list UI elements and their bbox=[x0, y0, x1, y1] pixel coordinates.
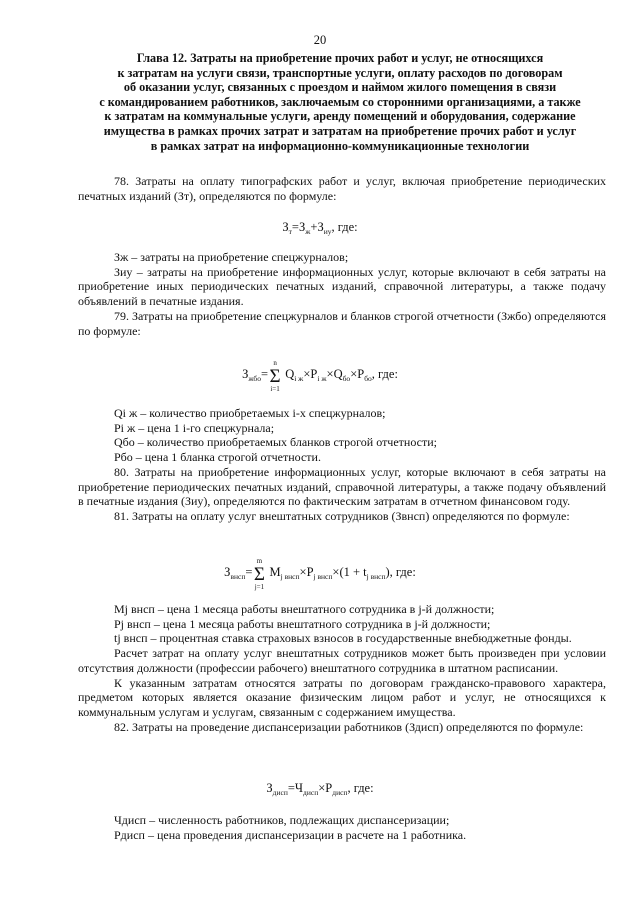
formula-81: $З_{внсп}=$ m Σ j=1 $M_{j внсп}\times P_{j внсп}\times(1 + t_{j внсп})$, где: bbox=[224, 557, 416, 591]
heading-line: имущества в рамках прочих затрат и затратам на приобретение прочих работ и услуг bbox=[103, 123, 577, 138]
sum-symbol: m Σ j=1 bbox=[253, 557, 265, 591]
paragraph-78: 78. Затраты на оплату типографских работ и услуг, включая приобретение периодических печатных изданий (Зт), определяются по формуле: bbox=[78, 174, 606, 203]
definition-item: Зж – затраты на приобретение спецжурналов; bbox=[114, 250, 349, 264]
definition-item: tj внсп – процентная ставка страховых взносов в государственные внебюджетные фонды. bbox=[114, 631, 572, 646]
paragraph-80: 80. Затраты на приобретение информационных услуг, которые включают в себя затраты на приобретение периодических печатных изданий, справочной литературы, а также подачу объявлений в печатные издания (Зиу), определяются по фактическим затратам в отчетном финансовом году. bbox=[78, 464, 606, 509]
paragraph-82: 82. Затраты на проведение диспансеризации работников (Здисп) определяются по формуле: bbox=[114, 719, 584, 734]
definition-item: Qi ж – количество приобретаемых i-х спецжурналов; bbox=[114, 406, 386, 420]
definition-item: Pj внсп – цена 1 месяца работы внештатного сотрудника в j-й должности; bbox=[114, 616, 491, 631]
definitions-82 bbox=[78, 813, 606, 842]
definition-item: Чдисп – численность работников, подлежащих диспансеризации; bbox=[114, 813, 450, 827]
definition-item: Pдисп – цена проведения диспансеризации в расчете на 1 работника. bbox=[114, 827, 467, 842]
definition-item: Qбо – количество приобретаемых бланков строгой отчетности; bbox=[114, 435, 437, 450]
paragraph-81-related: К указанным затратам относятся затраты по договорам гражданско-правового характера, предметом которых является оказание физическим лицом работ и услуг, не относящихся к коммунальным услугам и услугам, связанным с содержанием имущества. bbox=[78, 675, 606, 719]
paragraph-81: 81. Затраты на оплату услуг внештатных сотрудников (Звнсп) определяются по формуле: bbox=[114, 508, 570, 523]
heading-line: к затратам на коммунальные услуги, аренду помещений и оборудования, содержание bbox=[104, 109, 576, 124]
definitions-78 bbox=[78, 250, 606, 338]
definition-item: Mj внсп – цена 1 месяца работы внештатного сотрудника в j-й должности; bbox=[114, 602, 495, 616]
definition-item: Зиу – затраты на приобретение информационных услуг, которые включают в себя затраты на приобретение иных периодических печатных изданий, справочной литературы, а также подачу объявлений в печатные издания. bbox=[78, 264, 606, 309]
definitions-81 bbox=[78, 602, 606, 734]
heading-line: к затратам на услуги связи, транспортные услуги, оплату расходов по договорам bbox=[117, 65, 563, 80]
formula-82: $З_{дисп}=Ч_{дисп}\times P_{дисп}$, где: bbox=[266, 781, 374, 797]
page-number: 20 bbox=[313, 33, 327, 47]
formula-79: $З_{жбо}=$ n Σ i=1 $Q_{i ж}\times P_{i ж}\times Q_{бо}\times P_{бо}$, где: bbox=[242, 359, 398, 393]
heading-line: в рамках затрат на информационно-коммуникационные технологии bbox=[150, 138, 530, 153]
formula-78: $З_т=З_ж+З_{иу}$, где: bbox=[282, 220, 358, 236]
definition-item: Pбо – цена 1 бланка строгой отчетности. bbox=[114, 450, 321, 465]
sum-symbol: n Σ i=1 bbox=[269, 359, 281, 393]
heading-line: с командированием работников, заключаемым со сторонними организациями, а также bbox=[99, 94, 581, 109]
paragraph-78-block bbox=[78, 174, 606, 203]
paragraph-81-calculation: Расчет затрат на оплату услуг внештатных сотрудников может быть произведен при условии отсутствия должности (профессии рабочего) внештатного сотрудника в штатном расписании. bbox=[78, 646, 606, 675]
heading-line: Глава 12. Затраты на приобретение прочих работ и услуг, не относящихся bbox=[136, 51, 544, 65]
heading-line: об оказании услуг, связанных с проездом и наймом жилого помещения в связи bbox=[123, 80, 557, 95]
chapter-heading bbox=[80, 51, 600, 153]
paragraph-79: 79. Затраты на приобретение спецжурналов и бланков строгой отчетности (Зжбо) определяются по формуле: bbox=[78, 308, 606, 338]
definitions-79 bbox=[78, 406, 606, 524]
definition-item: Pi ж – цена 1 i-го спецжурнала; bbox=[114, 420, 275, 435]
